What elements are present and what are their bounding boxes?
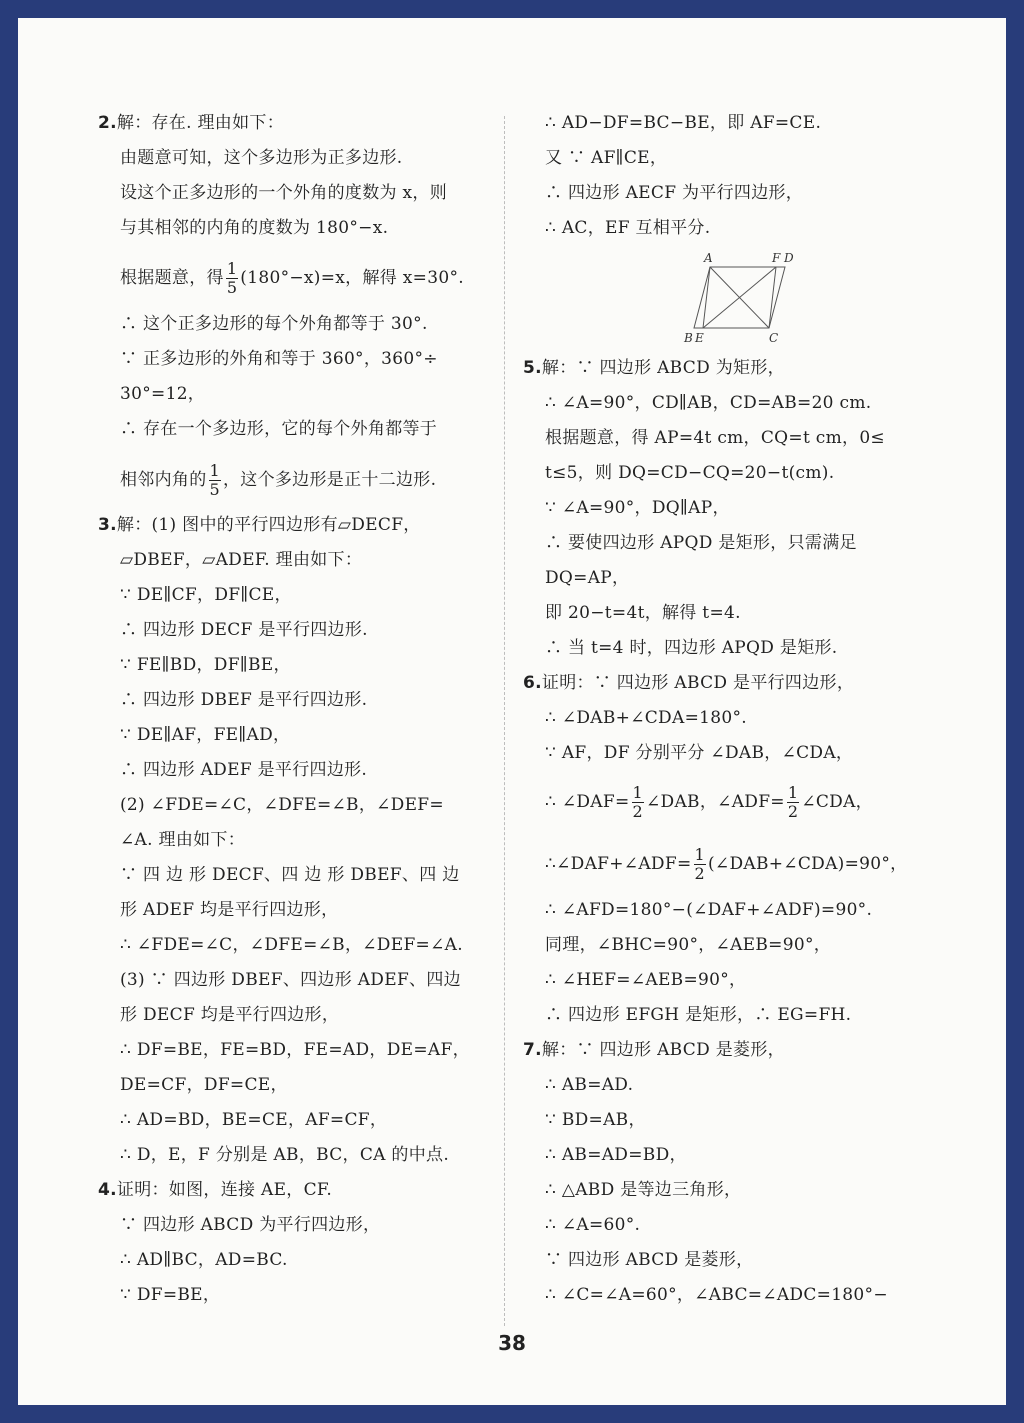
problem-3-line-10: ∠A. 理由如下： — [120, 830, 246, 850]
fraction: $\frac{1}{2}$ — [632, 783, 643, 821]
problem-7-line-3: ∵ BD=AB， — [545, 1110, 646, 1130]
problem-7-line-8: ∴ ∠C=∠A=60°，∠ABC=∠ADC=180°− — [545, 1285, 888, 1305]
problem-2-line-8: 30°=12， — [120, 384, 206, 404]
problem-4-line-3: ∴ AD∥BC，AD=BC. — [120, 1250, 288, 1270]
problem-5-line-9: ∴ 当 t=4 时，四边形 APQD 是矩形. — [545, 638, 838, 658]
problem-3-line-6: ∴ 四边形 DBEF 是平行四边形. — [120, 690, 368, 710]
problem-3-line-15: 形 DECF 均是平行四边形， — [120, 1005, 340, 1025]
problem-7-number: 7. — [523, 1040, 542, 1060]
label-e: E — [695, 331, 704, 345]
problem-5-line-3: 根据题意，得 AP=4t cm，CQ=t cm，0≤ — [545, 428, 885, 448]
problem-7-line-5: ∴ △ABD 是等边三角形， — [545, 1180, 742, 1200]
problem-4-line-8: ∴ AC，EF 互相平分. — [545, 218, 711, 238]
label-c: C — [769, 331, 779, 345]
problem-7-line-6: ∴ ∠A=60°. — [545, 1215, 641, 1235]
problem-5-line-5: ∵ ∠A=90°，DQ∥AP， — [545, 498, 730, 518]
problem-3-line-11: ∵ 四 边 形 DECF、四 边 形 DBEF、四 边 — [120, 865, 460, 885]
page — [18, 18, 1006, 1405]
problem-3-line-9: (2) ∠FDE=∠C，∠DFE=∠B，∠DEF= — [120, 795, 444, 815]
problem-4-line-2: ∵ 四边形 ABCD 为平行四边形， — [120, 1215, 381, 1235]
problem-6-line-3: ∵ AF，DF 分别平分 ∠DAB，∠CDA， — [545, 743, 854, 763]
problem-4-line-7: ∴ 四边形 AECF 为平行四边形， — [545, 183, 804, 203]
problem-2-line-3: 设这个正多边形的一个外角的度数为 x，则 — [120, 183, 447, 203]
problem-7-line-1: 7.解：∵ 四边形 ABCD 是菱形， — [523, 1040, 785, 1060]
column-divider — [504, 116, 505, 1326]
problem-7-line-7: ∵ 四边形 ABCD 是菱形， — [545, 1250, 754, 1270]
problem-4-number: 4. — [98, 1180, 117, 1200]
problem-2-line-2: 由题意可知，这个多边形为正多边形. — [120, 148, 403, 168]
problem-3-line-18: ∴ AD=BD，BE=CE，AF=CF， — [120, 1110, 388, 1130]
problem-3-line-14: (3) ∵ 四边形 DBEF、四边形 ADEF、四边 — [120, 970, 461, 990]
problem-5-line-4: t≤5，则 DQ=CD−CQ=20−t(cm). — [545, 463, 835, 483]
problem-3-line-17: DE=CF，DF=CE， — [120, 1075, 288, 1095]
problem-6-line-2: ∴ ∠DAB+∠CDA=180°. — [545, 708, 747, 728]
problem-2-line-4: 与其相邻的内角的度数为 180°−x. — [120, 218, 389, 238]
problem-6-line-8: ∴ ∠HEF=∠AEB=90°， — [545, 970, 747, 990]
label-d: D — [784, 251, 794, 265]
problem-2-line-7: ∵ 正多边形的外角和等于 360°，360°÷ — [120, 349, 438, 369]
parallelogram-figure — [668, 246, 818, 346]
problem-3-line-13: ∴ ∠FDE=∠C，∠DFE=∠B，∠DEF=∠A. — [120, 935, 463, 955]
problem-3-line-4: ∴ 四边形 DECF 是平行四边形. — [120, 620, 368, 640]
segment-ef — [703, 267, 776, 328]
problem-3-line-19: ∴ D，E，F 分别是 AB，BC，CA 的中点. — [120, 1145, 450, 1165]
problem-4-line-6: 又 ∵ AF∥CE， — [545, 148, 668, 168]
fraction: $\frac{1}{2}$ — [787, 783, 799, 821]
problem-4-line-5: ∴ AD−DF=BC−BE，即 AF=CE. — [545, 113, 822, 133]
problem-7-line-4: ∴ AB=AD=BD， — [545, 1145, 687, 1165]
page-number: 38 — [498, 1331, 526, 1355]
problem-7-line-2: ∴ AB=AD. — [545, 1075, 634, 1095]
problem-5-line-6: ∴ 要使四边形 APQD 是矩形，只需满足 — [545, 533, 857, 553]
problem-6-line-1: 6.证明：∵ 四边形 ABCD 是平行四边形， — [523, 673, 855, 693]
label-f: F — [772, 251, 781, 265]
label-b: B — [684, 331, 693, 345]
problem-3-line-2: ▱DBEF，▱ADEF. 理由如下： — [120, 550, 363, 570]
problem-3-number: 3. — [98, 515, 117, 535]
problem-3-line-16: ∴ DF=BE，FE=BD，FE=AD，DE=AF， — [120, 1040, 470, 1060]
problem-4-line-1: 4.证明：如图，连接 AE，CF. — [98, 1180, 333, 1200]
fraction: $\frac{1}{2}$ — [694, 845, 705, 883]
problem-3-line-3: ∵ DE∥CF，DF∥CE， — [120, 585, 292, 605]
problem-6-line-9: ∴ 四边形 EFGH 是矩形，∴ EG=FH. — [545, 1005, 852, 1025]
problem-5-line-7: DQ=AP， — [545, 568, 630, 588]
problem-2-line-6: ∴ 这个正多边形的每个外角都等于 30°. — [120, 314, 428, 334]
problem-6-line-5: ∴∠DAF+∠ADF= $\frac{1}{2}$ (∠DAB+∠CDA)=90°， — [545, 845, 908, 883]
problem-4-line-4: ∵ DF=BE， — [120, 1285, 221, 1305]
segment-fc — [769, 267, 776, 328]
problem-6-line-4: ∴ ∠DAF= $\frac{1}{2}$ ∠DAB，∠ADF= $\frac{1}{2}$ ∠CDA， — [545, 783, 873, 821]
problem-5-line-1: 5.解：∵ 四边形 ABCD 为矩形， — [523, 358, 785, 378]
problem-2-line-5: 根据题意，得 $\frac{1}{5}$ (180°−x)=x，解得 x=30°. — [120, 259, 464, 297]
label-a: A — [704, 251, 713, 265]
problem-6-number: 6. — [523, 673, 542, 693]
problem-3-line-12: 形 ADEF 均是平行四边形， — [120, 900, 339, 920]
problem-2-line-10: 相邻内角的 $\frac{1}{5}$ ，这个多边形是正十二边形. — [120, 461, 437, 499]
problem-5-line-8: 即 20−t=4t，解得 t=4. — [545, 603, 741, 623]
problem-3-line-5: ∵ FE∥BD，DF∥BE， — [120, 655, 291, 675]
problem-6-line-7: 同理，∠BHC=90°，∠AEB=90°， — [545, 935, 832, 955]
problem-3-line-7: ∵ DE∥AF，FE∥AD， — [120, 725, 291, 745]
fraction: $\frac{1}{5}$ — [209, 461, 220, 499]
problem-2-line-9: ∴ 存在一个多边形，它的每个外角都等于 — [120, 419, 438, 439]
fraction: $\frac{1}{5}$ — [226, 259, 238, 297]
problem-5-number: 5. — [523, 358, 542, 378]
problem-3-line-8: ∴ 四边形 ADEF 是平行四边形. — [120, 760, 368, 780]
problem-6-line-6: ∴ ∠AFD=180°−(∠DAF+∠ADF)=90°. — [545, 900, 873, 920]
problem-5-line-2: ∴ ∠A=90°，CD∥AB，CD=AB=20 cm. — [545, 393, 872, 413]
problem-2-number: 2. — [98, 113, 117, 133]
problem-2-line-1: 2.解：存在. 理由如下： — [98, 113, 284, 133]
segment-ae — [703, 267, 710, 328]
problem-3-line-1: 3.解：(1) 图中的平行四边形有▱DECF， — [98, 515, 421, 535]
